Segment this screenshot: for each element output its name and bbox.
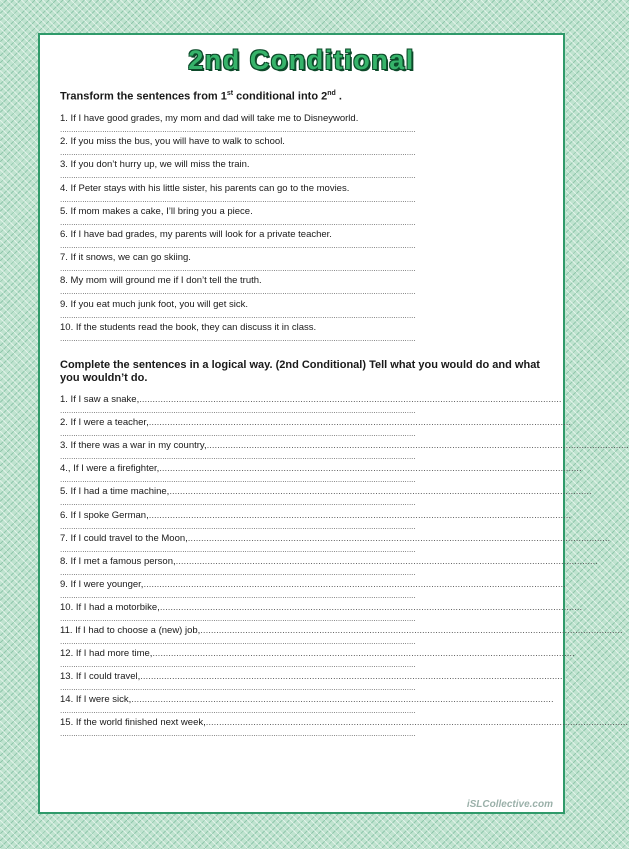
transform-item xyxy=(60,275,530,298)
answer-line[interactable]: ................................................................................................................................................................ xyxy=(60,567,416,577)
answer-line[interactable]: ................................................................................................................................................................ xyxy=(60,406,416,415)
complete-item xyxy=(60,440,629,463)
item-sentence: 4. If Peter stays with his little sister, his parents can go to the movies. xyxy=(60,182,350,194)
answer-line[interactable]: ................................................................................................................................................................ xyxy=(148,509,572,521)
answer-line[interactable]: ................................................................................................................................................................ xyxy=(60,429,416,439)
item-prompt: 5. If I had a time machine, xyxy=(60,486,170,498)
answer-line[interactable]: ................................................................................................................................................................ xyxy=(60,452,416,462)
item-sentence: 8. My mom will ground me if I don’t tell the truth. xyxy=(60,275,262,287)
section1-instruction: Transform the sentences from 1st conditional into 2nd . xyxy=(60,90,342,103)
item-prompt: 11. If I had to choose a (new) job, xyxy=(60,625,201,636)
item-sentence: 5. If mom makes a cake, I’ll bring you a piece. xyxy=(60,205,253,217)
answer-line[interactable]: ................................................................................................................................................................ xyxy=(60,590,416,600)
item-sentence: 10. If the students read the book, they can discuss it in class. xyxy=(60,321,317,333)
transform-item xyxy=(60,322,530,345)
answer-line[interactable]: ................................................................................................................................................................ xyxy=(187,532,611,544)
item-prompt: 7. If I could travel to the Moon, xyxy=(60,532,188,544)
answer-line[interactable]: ................................................................................................................................................................ xyxy=(159,463,582,475)
item-sentence: 7. If it snows, we can go skiing. xyxy=(60,252,191,264)
answer-line[interactable]: ................................................................................................................................................................ xyxy=(60,521,416,531)
answer-line[interactable]: ................................................................................................................................................................ xyxy=(60,544,416,554)
transform-item xyxy=(60,183,530,206)
answer-line[interactable]: ................................................................................................................................................................ xyxy=(60,475,416,485)
complete-item xyxy=(60,417,572,440)
complete-item xyxy=(60,601,583,625)
answer-line[interactable]: ................................................................................................................................................................ xyxy=(206,440,629,452)
item-prompt: 15. If the world finished next week, xyxy=(60,717,206,729)
item-prompt: 8. If I met a famous person, xyxy=(60,555,176,567)
complete-item xyxy=(60,648,575,671)
transform-item xyxy=(60,206,530,229)
item-sentence: 6. If I have bad grades, my parents will look for a private teacher. xyxy=(60,229,332,240)
answer-line[interactable]: ................................................................................................................................................................ xyxy=(60,194,416,204)
answer-line[interactable]: ................................................................................................................................................................ xyxy=(60,706,416,716)
section2-instruction: Complete the sentences in a logical way. (2nd Conditional) Tell what you would do and what you wouldn’t do. xyxy=(60,359,540,384)
item-prompt: 3. If there was a war in my country, xyxy=(60,440,207,452)
answer-line[interactable]: ................................................................................................................................................................ xyxy=(159,601,583,613)
answer-line[interactable]: ................................................................................................................................................................ xyxy=(148,417,572,429)
answer-line[interactable]: ................................................................................................................................................................ xyxy=(200,625,623,636)
complete-item xyxy=(60,671,563,694)
item-sentence: 1. If I have good grades, my mom and dad will take me to Disneyworld. xyxy=(60,113,359,124)
answer-line[interactable]: ................................................................................................................................................................ xyxy=(60,264,416,274)
worksheet-title: 2nd Conditional xyxy=(188,45,415,75)
transform-item xyxy=(60,229,530,252)
transform-item xyxy=(60,159,530,182)
item-prompt: 4., If I were a firefighter, xyxy=(60,463,160,475)
transform-item xyxy=(60,136,530,159)
answer-line[interactable]: ................................................................................................................................................................ xyxy=(60,148,416,158)
answer-line[interactable]: ................................................................................................................................................................ xyxy=(60,241,416,250)
answer-line[interactable]: ................................................................................................................................................................ xyxy=(131,694,554,706)
item-prompt: 9. If I were younger, xyxy=(60,578,144,590)
answer-line[interactable]: ................................................................................................................................................................ xyxy=(60,498,416,508)
item-sentence: 9. If you eat much junk foot, you will get sick. xyxy=(60,298,248,310)
answer-line[interactable]: ................................................................................................................................................................ xyxy=(60,637,416,646)
complete-item xyxy=(60,463,582,486)
answer-line[interactable]: ................................................................................................................................................................ xyxy=(60,333,416,343)
complete-item xyxy=(60,555,598,579)
answer-line[interactable]: ................................................................................................................................................................ xyxy=(60,310,416,320)
complete-item xyxy=(60,625,623,648)
item-prompt: 6. If I spoke German, xyxy=(60,509,149,521)
answer-line[interactable]: ................................................................................................................................................................ xyxy=(60,613,416,623)
transform-item xyxy=(60,252,530,275)
answer-line[interactable]: ................................................................................................................................................................ xyxy=(169,486,592,498)
transform-item xyxy=(60,299,530,322)
answer-line[interactable]: ................................................................................................................................................................ xyxy=(60,729,416,739)
complete-item xyxy=(60,694,554,717)
answer-line[interactable]: ................................................................................................................................................................ xyxy=(60,287,416,297)
answer-line[interactable]: ................................................................................................................................................................ xyxy=(60,217,416,227)
answer-line[interactable]: ................................................................................................................................................................ xyxy=(60,171,416,181)
item-prompt: 12. If I had more time, xyxy=(60,648,153,660)
complete-item xyxy=(60,394,562,417)
answer-line[interactable]: ................................................................................................................................................................ xyxy=(60,683,416,693)
answer-line[interactable]: ................................................................................................................................................................ xyxy=(60,125,416,134)
complete-item xyxy=(60,532,611,556)
worksheet xyxy=(38,33,629,814)
item-prompt: 2. If I were a teacher, xyxy=(60,417,149,429)
answer-line[interactable]: ................................................................................................................................................................ xyxy=(175,555,598,567)
item-sentence: 2. If you miss the bus, you will have to walk to school. xyxy=(60,136,285,148)
answer-line[interactable]: ................................................................................................................................................................ xyxy=(143,578,566,590)
answer-line[interactable]: ................................................................................................................................................................ xyxy=(60,660,416,670)
item-prompt: 14. If I were sick, xyxy=(60,694,132,706)
complete-item xyxy=(60,486,592,509)
answer-line[interactable]: ................................................................................................................................................................ xyxy=(152,648,575,660)
item-prompt: 13. If I could travel, xyxy=(60,671,141,683)
complete-item xyxy=(60,717,629,740)
complete-item xyxy=(60,509,572,533)
transform-item xyxy=(60,113,530,136)
watermark: iSLCollective.com xyxy=(466,799,553,810)
answer-line[interactable]: ................................................................................................................................................................ xyxy=(139,394,562,405)
answer-line[interactable]: ................................................................................................................................................................ xyxy=(205,717,629,729)
answer-line[interactable]: ................................................................................................................................................................ xyxy=(140,671,563,683)
item-prompt: 10. If I had a motorbike, xyxy=(60,601,160,613)
item-sentence: 3. If you don’t hurry up, we will miss the train. xyxy=(60,159,250,171)
complete-item xyxy=(60,578,566,602)
item-prompt: 1. If I saw a snake, xyxy=(60,394,140,405)
